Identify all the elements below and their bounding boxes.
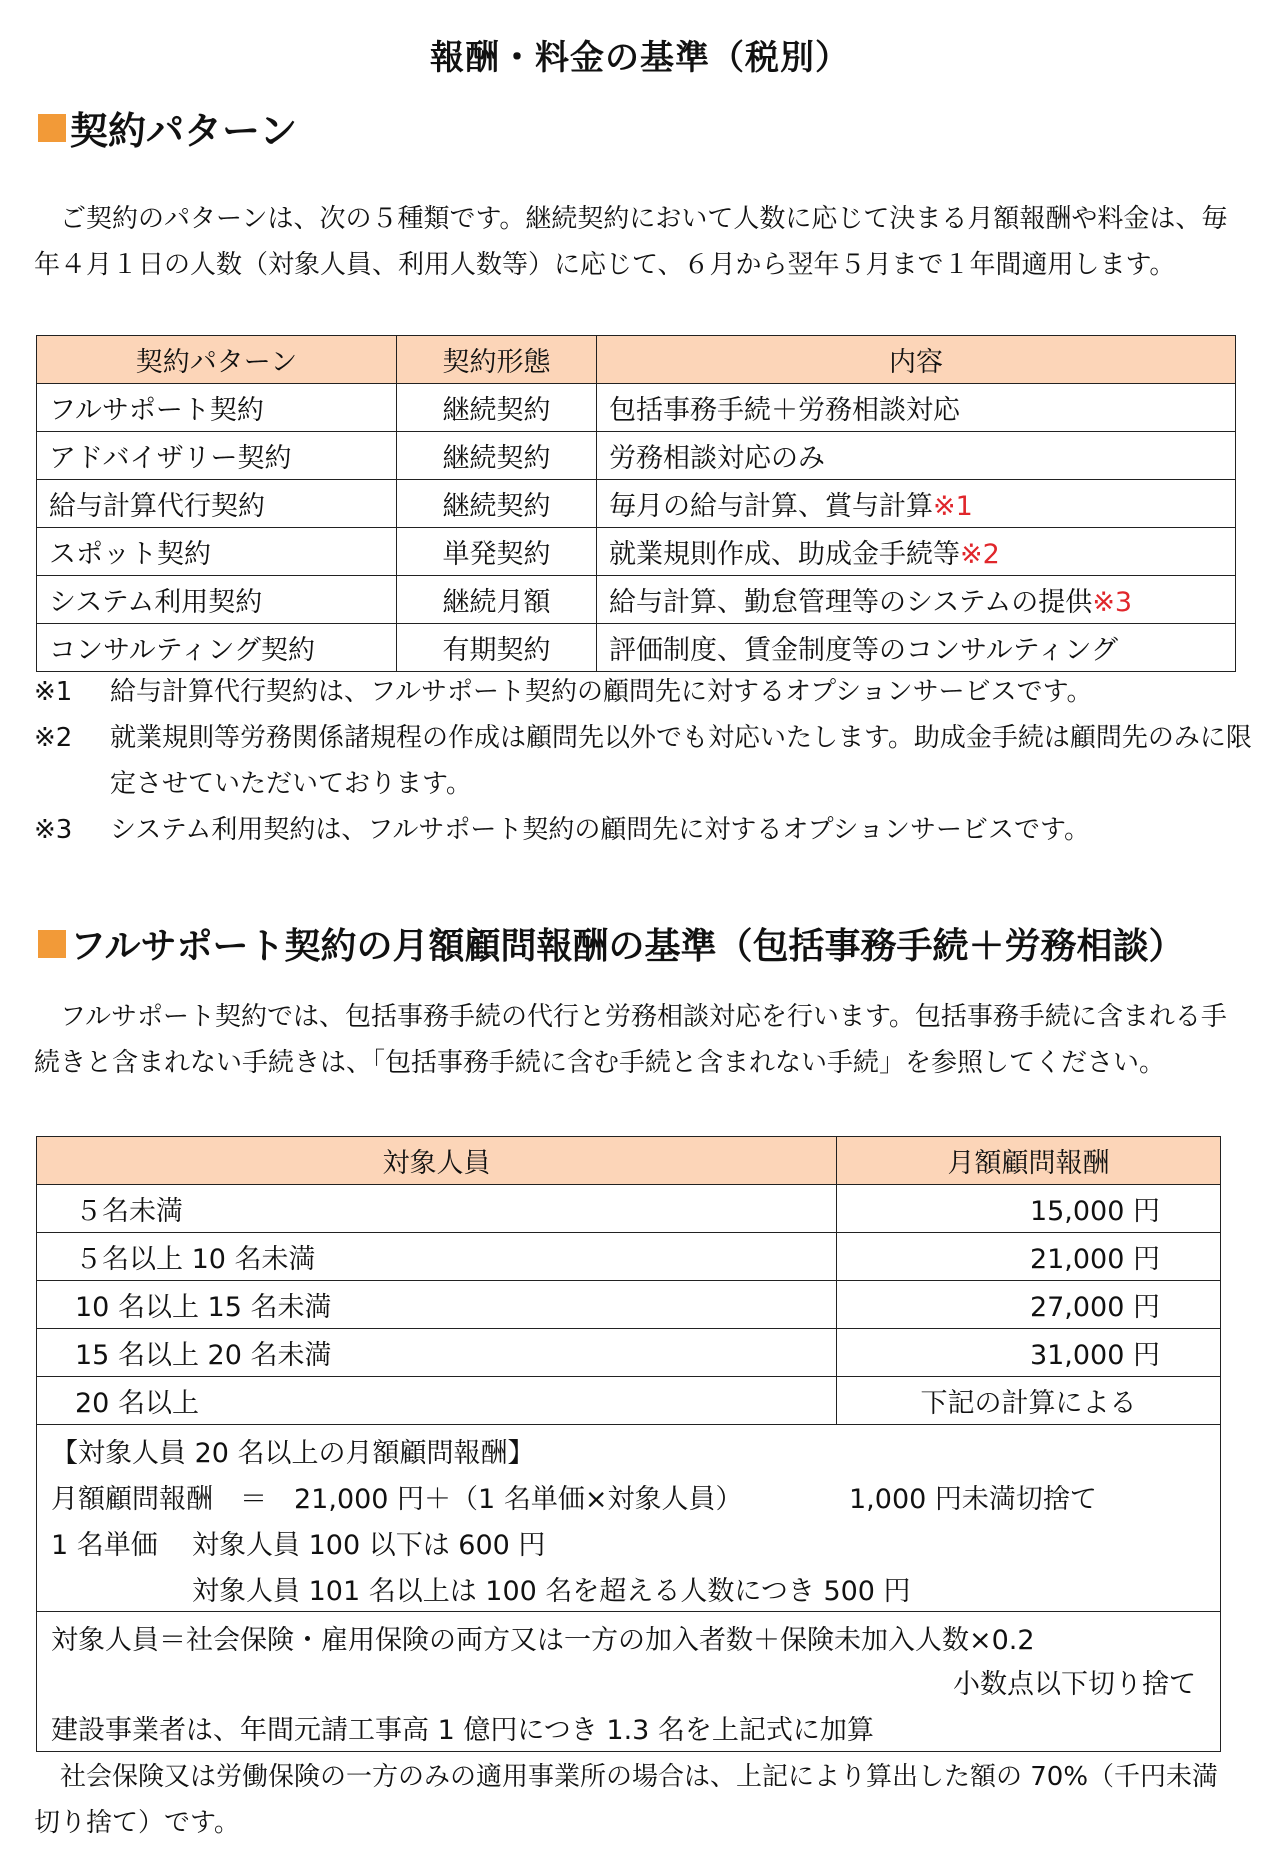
cell-pattern: 給与計算代行契約 — [37, 480, 397, 528]
table-row — [37, 432, 1236, 480]
cell-staff: 10 名以上 15 名未満 — [37, 1281, 837, 1329]
contract-patterns-table — [36, 335, 1236, 672]
cell-pattern: コンサルティング契約 — [37, 624, 397, 672]
unit-price-line-2: 対象人員 101 名以上は 100 名を超える人数につき 500 円 — [192, 1576, 911, 1607]
orange-square-icon — [38, 930, 66, 958]
cell-fee: 下記の計算による — [837, 1377, 1221, 1425]
cell-pattern: システム利用契約 — [37, 576, 397, 624]
cell-form: 継続契約 — [397, 432, 597, 480]
formula-box — [36, 1424, 1221, 1612]
formula-expression: 月額顧問報酬 ＝ 21,000 円＋（1 名単価×対象人員） — [51, 1484, 743, 1515]
cell-staff: ５名未満 — [37, 1185, 837, 1233]
section-heading-contract-patterns — [38, 100, 297, 155]
page-title: 報酬・料金の基準（税別） — [430, 38, 850, 78]
header-form: 契約形態 — [397, 336, 597, 384]
cell-form: 継続契約 — [397, 384, 597, 432]
cell-fee: 15,000 円 — [837, 1185, 1221, 1233]
cell-staff: 15 名以上 20 名未満 — [37, 1329, 837, 1377]
orange-square-icon — [38, 114, 66, 142]
table-header-row — [37, 336, 1236, 384]
cell-fee: 31,000 円 — [837, 1329, 1221, 1377]
cell-content: 毎月の給与計算、賞与計算※1 — [597, 480, 1236, 528]
cell-content: 評価制度、賃金制度等のコンサルティング — [597, 624, 1236, 672]
unit-price-line-1: 対象人員 100 以下は 600 円 — [192, 1530, 546, 1561]
cell-staff: ５名以上 10 名未満 — [37, 1233, 837, 1281]
cell-fee: 27,000 円 — [837, 1281, 1221, 1329]
table-row — [37, 1233, 1221, 1281]
section-heading-text: フルサポート契約の月額顧問報酬の基準（包括事務手続＋労務相談） — [70, 926, 1185, 967]
header-pattern: 契約パターン — [37, 336, 397, 384]
cell-content: 就業規則作成、助成金手続等※2 — [597, 528, 1236, 576]
cell-form: 継続契約 — [397, 480, 597, 528]
formula-rounding: 1,000 円未満切捨て — [849, 1484, 1097, 1515]
definition-line-2: 小数点以下切り捨て — [953, 1669, 1196, 1700]
footnote-text: システム利用契約は、フルサポート契約の顧問先に対するオプションサービスです。 — [110, 815, 1090, 845]
table-row — [37, 1185, 1221, 1233]
footnote-mark: ※3 — [34, 815, 73, 845]
cell-form: 単発契約 — [397, 528, 597, 576]
cell-staff: 20 名以上 — [37, 1377, 837, 1425]
table-row — [37, 1329, 1221, 1377]
monthly-fee-table — [36, 1136, 1221, 1425]
table-row — [37, 1281, 1221, 1329]
table-row — [37, 528, 1236, 576]
table-row — [37, 1377, 1221, 1425]
header-staff: 対象人員 — [37, 1137, 837, 1185]
footnote-mark: ※2 — [34, 723, 73, 753]
table-row — [37, 576, 1236, 624]
footnote-mark: ※1 — [34, 677, 73, 707]
footnote-2 — [34, 715, 1260, 807]
closing-paragraph: 社会保険又は労働保険の一方のみの適用事業所の場合は、上記により算出した額の 70%（千円未満切り捨て）です。 — [34, 1762, 1219, 1838]
cell-content: 労務相談対応のみ — [597, 432, 1236, 480]
definition-box — [36, 1612, 1221, 1752]
cell-pattern: フルサポート契約 — [37, 384, 397, 432]
header-content: 内容 — [597, 336, 1236, 384]
definition-line-1: 対象人員＝社会保険・雇用保険の両方又は一方の加入者数＋保険未加入人数×0.2 — [51, 1625, 1035, 1656]
footnote-text: 給与計算代行契約は、フルサポート契約の顧問先に対するオプションサービスです。 — [110, 677, 1093, 707]
contract-patterns-intro: ご契約のパターンは、次の５種類です。継続契約において人数に応じて決まる月額報酬や料金は、毎年４月１日の人数（対象人員、利用人数等）に応じて、６月から翌年５月まで１年間適用します。 — [34, 204, 1228, 280]
cell-pattern: スポット契約 — [37, 528, 397, 576]
section-heading-text: 契約パターン — [70, 109, 298, 153]
note-mark-1: ※1 — [933, 491, 973, 522]
cell-content: 包括事務手続＋労務相談対応 — [597, 384, 1236, 432]
cell-form: 継続月額 — [397, 576, 597, 624]
unit-price-label: 1 名単価 — [51, 1530, 158, 1561]
footnote-1 — [34, 669, 1260, 715]
footnote-text: 就業規則等労務関係諸規程の作成は顧問先以外でも対応いたします。助成金手続は顧問先のみに限定させていただいております。 — [110, 723, 1252, 799]
note-mark-2: ※2 — [960, 539, 1000, 570]
formula-title: 【対象人員 20 名以上の月額顧問報酬】 — [51, 1438, 535, 1469]
header-fee: 月額顧問報酬 — [837, 1137, 1221, 1185]
full-support-intro: フルサポート契約では、包括事務手続の代行と労務相談対応を行います。包括事務手続に含まれる手続きと含まれない手続きは、「包括事務手続に含む手続と含まれない手続」を参照してください。 — [34, 1002, 1227, 1078]
definition-line-3: 建設事業者は、年間元請工事高 1 億円につき 1.3 名を上記式に加算 — [51, 1715, 874, 1746]
cell-form: 有期契約 — [397, 624, 597, 672]
footnote-3 — [34, 807, 1260, 853]
note-mark-3: ※3 — [1092, 587, 1133, 618]
cell-pattern: アドバイザリー契約 — [37, 432, 397, 480]
cell-fee: 21,000 円 — [837, 1233, 1221, 1281]
table-row — [37, 624, 1236, 672]
table-row — [37, 384, 1236, 432]
table-header-row — [37, 1137, 1221, 1185]
cell-content: 給与計算、勤怠管理等のシステムの提供※3 — [597, 576, 1236, 624]
table-row — [37, 480, 1236, 528]
section-heading-full-support-fee — [38, 918, 1185, 969]
